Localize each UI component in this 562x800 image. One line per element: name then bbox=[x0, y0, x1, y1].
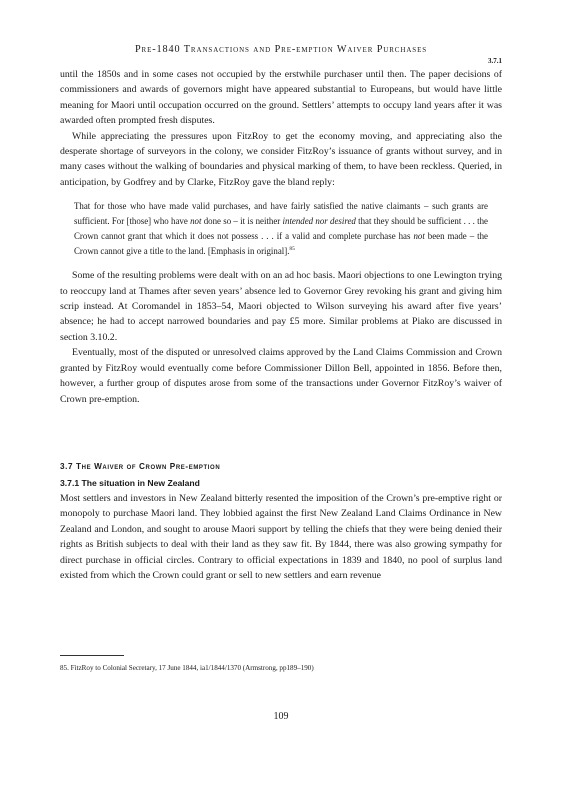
block-quote bbox=[74, 199, 488, 259]
quote-text: That for those who have made valid purchases, and have fairly satisfied the native claimants – such grants are sufficient. For [those] who have bbox=[74, 201, 488, 227]
paragraph: until the 1850s and in some cases not occupied by the erstwhile purchaser until then. The paper decisions of commissioners and awards of governors might have appeared substantial to Europeans, but would have little meaning for Maori until occupation occurred on the ground. Settlers’ attempts to occupy land years after it was awarded often prompted fresh disputes. bbox=[60, 69, 502, 127]
paragraph: Most settlers and investors in New Zealand bitterly resented the imposition of the Crown’s pre-emptive right or monopoly to purchase Maori land. They lobbied against the first New Zealand Land Claims Ordinance in New Zealand and London, and sought to arouse Maori support by telling the chiefs that they were being denied their rights as British subjects to deal with their land as they saw fit. By 1844, there was also growing sympathy for direct purchase in official circles. Contrary to official expectations in 1839 and 1840, no pool of surplus land existed from which the Crown could grant or sell to new settlers and earn revenue bbox=[60, 492, 502, 581]
quote-text: been made – the Crown cannot give a title to the land. [Emphasis in original]. bbox=[74, 231, 488, 257]
footnote-reference: 85 bbox=[289, 246, 295, 253]
quote-emphasis: not bbox=[413, 231, 425, 242]
quote-text: done so – it is neither bbox=[201, 216, 283, 227]
footnote-divider bbox=[60, 655, 124, 656]
quote-text: that they should be sufficient . . . the Crown cannot grant that which it does not possess . . . if a valid and complete purchase has bbox=[74, 216, 488, 242]
subsection-heading: 3.7.1 The situation in New Zealand bbox=[60, 477, 200, 488]
paragraph: Eventually, most of the disputed or unresolved claims approved by the Land Claims Commission and Crown granted by FitzRoy would eventually come before Commissioner Dillon Bell, appointed in 1856. Before then, however, a further group of disputes arose from some of the transactions under Governor FitzRoy’s waiver of Crown pre-emption. bbox=[60, 347, 502, 405]
section-heading: 3.7 The Waiver of Crown Pre-emption bbox=[60, 461, 221, 471]
body-text bbox=[60, 67, 502, 583]
page-number: 109 bbox=[273, 711, 289, 722]
paragraph: Some of the resulting problems were dealt with on an ad hoc basis. Maori objections to one Lewington trying to reoccupy land at Thames after seven years’ absence led to Governor Grey revoking his grant and giving him scrip instead. At Coromandel in 1853–54, Maori objected to Wilson surveying his award after five years’ absence; he had to accept narrowed boundaries and pay £5 more. Similar problems at Piako are discussed in section 3.10.2. bbox=[60, 270, 502, 343]
footnote: 85. FitzRoy to Colonial Secretary, 17 June 1844, ia1/1844/1370 (Armstrong, pp189–190) bbox=[60, 664, 314, 672]
paragraph: While appreciating the pressures upon FitzRoy to get the economy moving, and appreciating also the desperate shortage of surveyors in the colony, we consider FitzRoy’s issuance of grants without survey, and in many cases without the walking of boundaries and physical marking of them, to have been reckless. Queried, in anticipation, by Godfrey and by Clarke, FitzRoy gave the bland reply: bbox=[60, 130, 502, 188]
running-header-section-number: 3.7.1 bbox=[488, 57, 502, 65]
quote-emphasis: intended nor desired bbox=[282, 216, 356, 227]
running-header-title: Pre-1840 Transactions and Pre-emption Waiver Purchases bbox=[134, 44, 428, 55]
quote-emphasis: not bbox=[190, 216, 202, 227]
